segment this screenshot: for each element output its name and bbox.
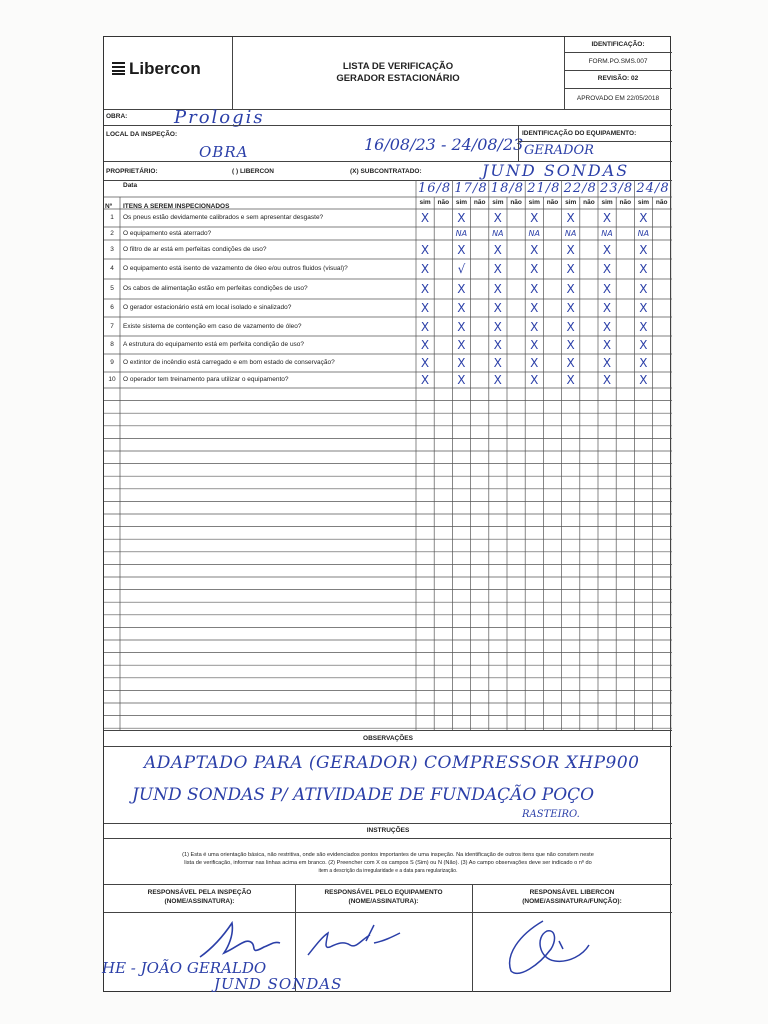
libercon-option: ( ) LIBERCON [232, 168, 274, 175]
check-mark: X [530, 319, 539, 334]
check-mark: NA [492, 228, 504, 238]
check-mark: X [639, 211, 648, 225]
check-mark: X [602, 356, 612, 370]
nao-header: não [655, 199, 668, 206]
form-title-line2: GERADOR ESTACIONÁRIO [336, 73, 460, 84]
date-header-5: 22/8 [563, 181, 597, 196]
check-mark: X [493, 338, 502, 352]
check-mark: X [493, 211, 502, 225]
subcontratado-value: JUND SONDAS [482, 161, 630, 180]
check-mark: X [420, 262, 430, 276]
date-header-4: 21/8 [527, 181, 561, 196]
check-mark: X [457, 211, 466, 225]
check-mark: X [602, 338, 612, 352]
nao-header: não [546, 199, 559, 206]
sig1-subtitle: (NOME/ASSINATURA): [164, 898, 235, 905]
check-mark: X [566, 356, 575, 370]
instrucoes-line1: (1) Esta é uma orientação básica, não restritiva, onde são evidenciados pontos importantes de uma inspeção. Na identificação de outros itens que não constem neste [182, 852, 594, 858]
sim-header: sim [528, 199, 540, 206]
instrucoes-line2: lista de verificação, informar nas linhas acima em branco. (2) Preencher com X os campos S (Sim) ou N (Não). (3) Ao campo observações deve ser indicado o nº do [184, 860, 592, 866]
obra-value: Prologis [174, 107, 265, 128]
check-mark: X [566, 338, 575, 352]
nao-header: não [583, 199, 595, 206]
check-mark: X [639, 319, 648, 334]
nao-header: não [437, 199, 450, 206]
check-mark: X [530, 262, 539, 276]
check-mark: X [493, 356, 502, 370]
date-header-6: 23/8 [600, 181, 634, 196]
observacoes-line1: ADAPTADO PARA (GERADOR) COMPRESSOR XHP900 [144, 753, 640, 773]
check-mark: X [530, 211, 539, 225]
check-mark: NA [455, 228, 468, 238]
check-mark: X [457, 356, 466, 370]
item-text: Os cabos de alimentação estão em perfeitas condições de uso? [123, 285, 308, 292]
check-mark: NA [564, 228, 577, 238]
form-code: FORM.PO.SMS.007 [588, 58, 648, 65]
item-number: 8 [110, 341, 114, 348]
libercon-logo-icon [112, 61, 125, 75]
sig2-title: RESPONSÁVEL PELO EQUIPAMENTO [324, 889, 443, 896]
signature-libercon [499, 915, 599, 981]
check-mark: X [457, 338, 466, 352]
signature-inspector [194, 917, 284, 965]
proprietario-label: PROPRIETÁRIO: [106, 168, 158, 175]
libercon-logo [112, 59, 201, 79]
check-mark: X [602, 242, 612, 257]
sim-header: sim [565, 199, 577, 206]
check-mark: X [639, 282, 648, 296]
check-mark: X [602, 373, 612, 387]
check-mark: X [566, 301, 575, 315]
identificacao-label: IDENTIFICAÇÃO: [591, 41, 645, 48]
check-mark: X [420, 356, 430, 370]
item-text: Os pneus estão devidamente calibrados e sem apresentar desgaste? [123, 214, 324, 221]
subcontratado-option: (X) SUBCONTRATADO: [350, 168, 422, 175]
item-text: O filtro de ar está em perfeitas condições de uso? [123, 245, 267, 253]
check-mark: NA [528, 228, 540, 238]
check-mark: X [420, 242, 430, 257]
check-mark: X [457, 282, 466, 296]
check-mark: X [639, 301, 648, 315]
data-label: Data [123, 182, 138, 189]
check-mark: X [639, 262, 648, 276]
check-mark: X [566, 262, 575, 276]
check-mark: X [566, 211, 575, 225]
item-text: O equipamento está aterrado? [123, 229, 212, 237]
itens-header: ITENS A SEREM INSPECIONADOS [123, 203, 230, 210]
item-number: 2 [110, 229, 114, 237]
check-mark: X [493, 242, 502, 257]
sim-header: sim [455, 199, 468, 206]
checklist-grid [104, 180, 672, 730]
observacoes-label: OBSERVAÇÕES [363, 735, 413, 742]
check-mark: X [493, 373, 502, 387]
date-header-2: 17/8 [454, 181, 488, 196]
check-mark: X [602, 211, 612, 225]
check-mark: X [639, 242, 648, 257]
local-inspecao-value: OBRA [199, 143, 249, 161]
sig2-subtitle: (NOME/ASSINATURA): [348, 898, 419, 905]
check-mark: X [457, 319, 466, 334]
check-mark: X [420, 373, 430, 387]
item-number: 5 [110, 285, 114, 292]
inspector-name: HE - JOÃO GERALDO [102, 959, 267, 977]
inspection-dates: 16/08/23 - 24/08/23 [364, 135, 524, 154]
check-mark: X [566, 242, 575, 257]
check-mark: X [530, 338, 539, 352]
check-mark: X [566, 282, 575, 296]
nao-header: não [473, 199, 486, 206]
check-mark: X [493, 282, 502, 296]
item-number: 9 [110, 359, 114, 366]
sig3-subtitle: (NOME/ASSINATURA/FUNÇÃO): [522, 898, 622, 905]
sim-header: sim [601, 199, 613, 206]
check-mark: NA [637, 228, 650, 238]
sig3-title: RESPONSÁVEL LIBERCON [529, 889, 615, 896]
equipamento-label: IDENTIFICAÇÃO DO EQUIPAMENTO: [522, 130, 637, 137]
check-mark: X [639, 338, 648, 352]
check-mark: X [602, 282, 612, 296]
form-title-line1: LISTA DE VERIFICAÇÃO [342, 61, 454, 72]
check-mark: NA [601, 228, 613, 238]
observacoes-line2: JUND SONDAS P/ ATIVIDADE DE FUNDAÇÃO POÇO [132, 785, 595, 805]
check-mark: X [602, 262, 612, 276]
item-text: O gerador estacionário está em local isolado e sinalizado? [123, 304, 292, 311]
check-mark: X [493, 301, 502, 315]
date-header-7: 24/8 [636, 181, 670, 196]
date-header-1: 16/8 [418, 181, 452, 196]
check-mark: X [566, 319, 575, 334]
form-sheet [103, 36, 671, 992]
obra-label: OBRA: [106, 113, 128, 120]
check-mark: X [602, 301, 612, 315]
check-mark: X [420, 282, 430, 296]
check-mark: X [530, 301, 539, 315]
check-mark: X [639, 356, 648, 370]
check-mark: X [602, 319, 612, 334]
item-number: 4 [110, 265, 114, 272]
equipment-responsible-name: JUND SONDAS [214, 975, 343, 993]
check-mark: X [457, 242, 466, 257]
numero-header: Nº [105, 203, 113, 210]
logo-text: Libercon [129, 59, 201, 78]
check-mark: X [493, 319, 502, 334]
nao-header: não [510, 199, 522, 206]
item-text: A estrutura do equipamento está em perfeita condição de uso? [123, 341, 305, 348]
aprovado-date: APROVADO EM 22/05/2018 [576, 95, 660, 102]
check-mark: X [530, 373, 539, 387]
sim-header: sim [637, 199, 650, 206]
item-text: O equipamento está isento de vazamento de óleo e/ou outros fluidos (visual)? [123, 265, 348, 272]
item-number: 1 [110, 214, 114, 221]
item-number: 3 [110, 245, 114, 253]
item-text: Existe sistema de contenção em caso de vazamento de óleo? [123, 322, 302, 330]
item-number: 6 [110, 304, 114, 311]
check-mark: √ [457, 262, 466, 276]
check-mark: X [457, 373, 466, 387]
equipamento-value: GERADOR [524, 143, 594, 158]
local-inspecao-label: LOCAL DA INSPEÇÃO: [106, 131, 178, 138]
check-mark: X [420, 319, 430, 334]
check-mark: X [420, 301, 430, 315]
item-text: O operador tem treinamento para utilizar o equipamento? [123, 376, 289, 383]
sim-header: sim [419, 199, 431, 206]
check-mark: X [530, 242, 539, 257]
item-number: 7 [110, 322, 114, 330]
check-mark: X [493, 262, 502, 276]
check-mark: X [457, 301, 466, 315]
instrucoes-label: INSTRUÇÕES [366, 827, 410, 834]
check-mark: X [566, 373, 575, 387]
observacoes-line3: RASTEIRO. [522, 809, 580, 820]
revisao: REVISÃO: 02 [597, 75, 639, 82]
check-mark: X [420, 338, 430, 352]
instrucoes-line3: item a descrição da irregularidade e a data para regularização. [318, 868, 458, 874]
sig1-title: RESPONSÁVEL PELA INSPEÇÃO [147, 889, 252, 896]
item-text: O extintor de incêndio está carregado e em bom estado de conservação? [123, 359, 335, 366]
nao-header: não [619, 199, 632, 206]
date-header-3: 18/8 [490, 181, 524, 196]
check-mark: X [639, 373, 648, 387]
check-mark: X [420, 211, 430, 225]
signature-equipment [304, 921, 414, 961]
sim-header: sim [492, 199, 504, 206]
item-number: 10 [108, 376, 116, 383]
check-mark: X [530, 282, 539, 296]
check-mark: X [530, 356, 539, 370]
